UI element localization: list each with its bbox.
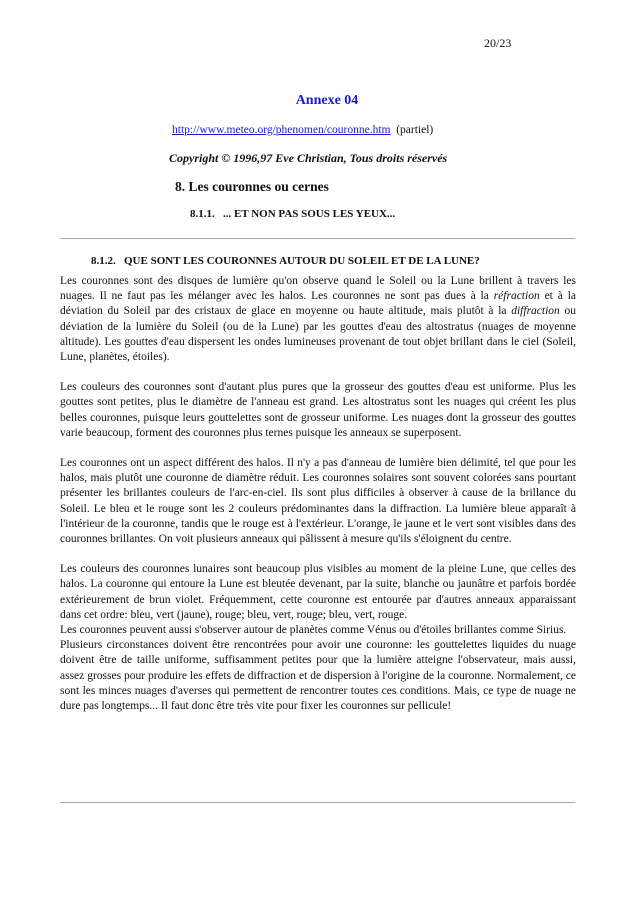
copyright-notice: Copyright © 1996,97 Eve Christian, Tous droits réservés — [169, 151, 448, 165]
source-line — [172, 124, 433, 136]
bottom-divider — [60, 802, 575, 803]
annexe-title: Annexe 04 — [295, 93, 359, 108]
top-divider — [60, 238, 575, 239]
subsection-heading-8-1-1: 8.1.1. ... ET NON PAS SOUS LES YEUX... — [190, 208, 396, 220]
term-refraction: réfraction — [493, 290, 540, 303]
paragraph-6: Plusieurs circonstances doivent être rencontrées pour avoir une couronne: les gouttelettes liquides du nuage doivent être de taille uniforme, suffisamment petites pour que la lumière atteigne l'observateur, mais aussi, assez grosses pour produire les effets de diffraction et de dispersion à l'origine de la couronne. Normalement, ce sont les minces nuages d'averses qui permettent de rencontrer toutes ces conditions. Mais, ce type de nuage ne dure pas longtemps... Il faut donc être très vite pour fixer les couronnes sur pellicule! — [60, 639, 576, 713]
paragraph-3: Les couronnes ont un aspect différent des halos. Il n'y a pas d'anneau de lumière bien délimité, tel que pour les halos, mais plutôt une couronne de diamètre réduit. Les couronnes solaires sont souvent colorées sans pourtant présenter les brillantes couleurs de l'arc-en-ciel. Ils sont plus difficiles à observer à cause de la brillance du Soleil. Le bleu et le rouge sont les 2 couleurs prédominantes dans la diffraction. La lumière bleue apparaît à l'intérieur de la couronne, tandis que le rouge est à l'extérieur. L'orange, le jaune et le vert sont visibles dans des couronnes brillantes. On voit plusieurs anneaux qui pâlissent à mesure qu'ils s'éloignent du centre. — [60, 457, 576, 546]
page-number: 20/23 — [484, 36, 512, 50]
subsection-heading-8-1-2: 8.1.2. QUE SONT LES COURONNES AUTOUR DU SOLEIL ET DE LA LUNE? — [91, 255, 480, 267]
paragraph-1-part-b: et à la déviation du Soleil par des cristaux de glace en moyenne ou haute altitude, mais plutôt à la — [60, 290, 576, 318]
section-heading: 8. Les couronnes ou cernes — [175, 179, 329, 194]
source-url-link[interactable]: http://www.meteo.org/phenomen/couronne.htm — [172, 124, 391, 136]
article-body — [60, 274, 576, 714]
paragraph-1 — [60, 274, 576, 365]
term-diffraction: diffraction — [511, 305, 560, 318]
source-url-suffix: (partiel) — [396, 124, 434, 136]
paragraph-1-part-c: ou déviation de la lumière du Soleil (ou de la Lune) par les gouttes d'eau des altostratus (nuages de moyenne altitude). Les gouttes d'eau dispersent les ondes lumineuses provenant de tout objet brillant dans le ciel (Soleil, Lune, planètes, étoiles). — [60, 305, 576, 364]
paragraph-5: Les couronnes peuvent aussi s'observer autour de planètes comme Vénus ou d'étoiles brillantes comme Sirius. — [60, 624, 567, 637]
paragraph-1-part-a: Les couronnes sont des disques de lumière qu'on observe quand le Soleil ou la Lune brillent à travers les nuages. Il ne faut pas les mélanger avec les halos. Les couronnes ne sont pas dues à la — [60, 275, 576, 303]
paragraph-4: Les couleurs des couronnes lunaires sont beaucoup plus visibles au moment de la pleine Lune, que celles des halos. La couronne qui entoure la Lune est bleutée devenant, par la suite, blanche ou jaunâtre et parfois bordée extérieurement de brun violet. Fréquemment, cette couronne est entourée par d'autres anneaux apparaissant dans cet ordre: bleu, vert (jaune), rouge; bleu, vert, rouge; bleu, vert, rouge. — [60, 563, 576, 621]
paragraph-2: Les couleurs des couronnes sont d'autant plus pures que la grosseur des gouttes d'eau est uniforme. Plus les gouttes sont petites, plus le diamètre de l'anneau est grand. Les altostratus sont les nuages qui créent les plus belles couronnes, puisque leurs gouttelettes sont de grosseur uniforme. Les nuages dont la grosseur des gouttes varie beaucoup, forment des couronnes plus ternes puisque les anneaux se superposent. — [60, 381, 576, 439]
